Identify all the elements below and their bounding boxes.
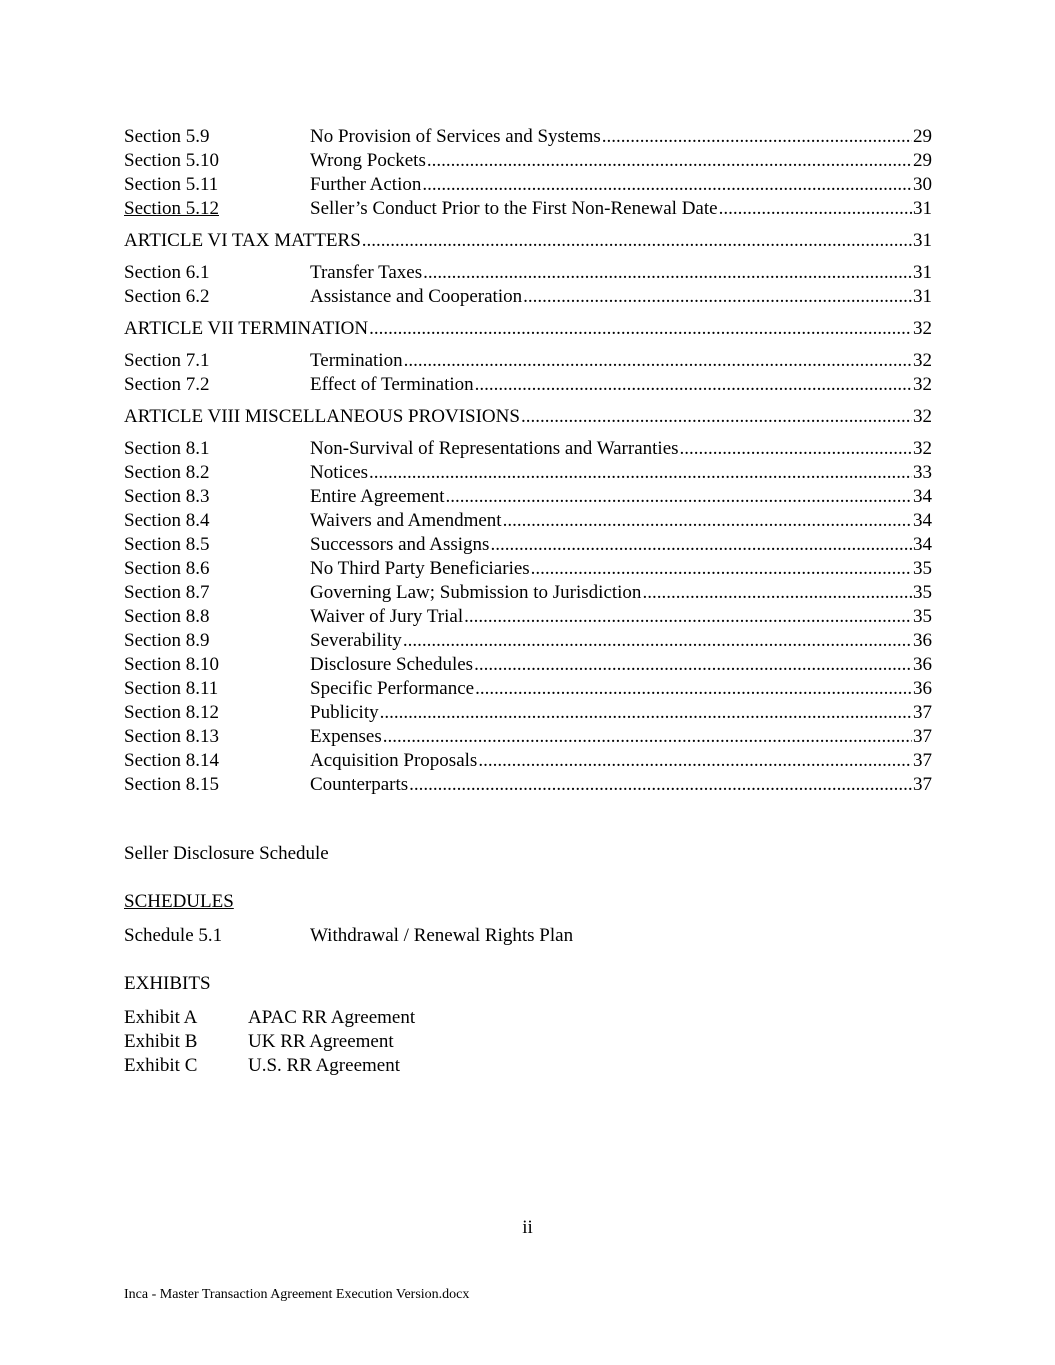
section-number: Section 8.1: [124, 438, 210, 459]
exhibit-key: Exhibit A: [124, 1007, 198, 1028]
section-title: Acquisition Proposals: [310, 750, 478, 771]
toc-entry[interactable]: [124, 629, 932, 653]
article-title: ARTICLE VI TAX MATTERS: [124, 230, 361, 251]
section-page-number: 30: [913, 174, 932, 195]
section-title: Disclosure Schedules: [310, 654, 474, 675]
schedules-heading: SCHEDULES: [124, 891, 234, 912]
dot-leader: [490, 533, 912, 557]
section-page-number: 34: [913, 486, 932, 507]
section-title: Assistance and Cooperation: [310, 286, 523, 307]
section-title: Non-Survival of Representations and Warranties: [310, 438, 679, 459]
dot-leader: [404, 349, 912, 373]
exhibits-heading: EXHIBITS: [124, 973, 211, 994]
section-title: Wrong Pockets: [310, 150, 426, 171]
toc-entry[interactable]: [124, 533, 932, 557]
dot-leader: [369, 461, 912, 485]
section-number: Section 6.1: [124, 262, 210, 283]
section-title: Specific Performance: [310, 678, 475, 699]
toc-entry[interactable]: [124, 437, 932, 461]
section-title: Effect of Termination: [310, 374, 474, 395]
section-number: Section 5.9: [124, 126, 210, 147]
section-page-number: 32: [913, 350, 932, 371]
document-filename: Inca - Master Transaction Agreement Execution Version.docx: [124, 1287, 470, 1302]
section-page-number: 31: [913, 286, 932, 307]
dot-leader: [523, 285, 912, 309]
exhibits-section: [124, 972, 415, 1078]
dot-leader: [403, 629, 912, 653]
section-title: No Third Party Beneficiaries: [310, 558, 530, 579]
toc-entry[interactable]: [124, 125, 932, 149]
schedule-key: Schedule 5.1: [124, 925, 223, 946]
toc-entry[interactable]: [124, 261, 932, 285]
toc-entry[interactable]: [124, 285, 932, 309]
seller-disclosure-schedule: [124, 842, 329, 866]
section-page-number: 29: [913, 150, 932, 171]
section-title: Waiver of Jury Trial: [310, 606, 464, 627]
section-number: Section 8.15: [124, 774, 219, 795]
section-title: Expenses: [310, 726, 382, 747]
section-title: Severability: [310, 630, 402, 651]
toc-entry[interactable]: [124, 677, 932, 701]
schedule-row: [124, 924, 573, 948]
article-title: ARTICLE VIII MISCELLANEOUS PROVISIONS: [124, 406, 520, 427]
toc-entry[interactable]: [124, 773, 932, 797]
section-page-number: 35: [913, 558, 932, 579]
dot-leader: [475, 373, 912, 397]
dot-leader: [422, 173, 912, 197]
toc-entry[interactable]: [124, 701, 932, 725]
toc-group: [124, 405, 932, 797]
dot-leader: [362, 229, 912, 253]
section-number: Section 8.3: [124, 486, 210, 507]
section-title: Notices: [310, 462, 369, 483]
section-number: Section 8.12: [124, 702, 219, 723]
toc-entry[interactable]: [124, 373, 932, 397]
dot-leader: [446, 485, 912, 509]
exhibit-key: Exhibit C: [124, 1055, 198, 1076]
section-page-number: 36: [913, 678, 932, 699]
section-number: Section 8.6: [124, 558, 210, 579]
dot-leader: [719, 197, 912, 221]
section-page-number: 31: [913, 198, 932, 219]
section-page-number: 32: [913, 374, 932, 395]
toc-group: [124, 125, 932, 221]
section-title: Counterparts: [310, 774, 409, 795]
dot-leader: [427, 149, 912, 173]
toc-entry[interactable]: [124, 725, 932, 749]
section-number: Section 8.7: [124, 582, 210, 603]
toc-group: [124, 229, 932, 309]
section-number: Section 8.2: [124, 462, 210, 483]
section-number: Section 8.9: [124, 630, 210, 651]
toc-entry[interactable]: [124, 149, 932, 173]
dot-leader: [380, 701, 912, 725]
dot-leader: [642, 581, 912, 605]
section-page-number: 37: [913, 750, 932, 771]
toc-article-heading[interactable]: [124, 405, 932, 429]
section-page-number: 36: [913, 630, 932, 651]
section-page-number: 34: [913, 534, 932, 555]
section-number: Section 8.11: [124, 678, 219, 699]
dot-leader: [423, 261, 912, 285]
table-of-contents: [124, 125, 932, 797]
section-number: Section 8.13: [124, 726, 219, 747]
article-page-number: 32: [913, 318, 932, 339]
section-page-number: 31: [913, 262, 932, 283]
toc-entry[interactable]: [124, 349, 932, 373]
toc-entry[interactable]: [124, 197, 932, 221]
article-page-number: 31: [913, 230, 932, 251]
section-title: Successors and Assigns: [310, 534, 490, 555]
section-number: Section 5.11: [124, 174, 219, 195]
section-page-number: 37: [913, 702, 932, 723]
article-title: ARTICLE VII TERMINATION: [124, 318, 369, 339]
toc-entry[interactable]: [124, 557, 932, 581]
section-number: Section 8.4: [124, 510, 210, 531]
dot-leader: [383, 725, 912, 749]
page-number: ii: [522, 1217, 533, 1238]
dot-leader: [464, 605, 912, 629]
toc-entry[interactable]: [124, 749, 932, 773]
section-page-number: 33: [913, 462, 932, 483]
section-page-number: 35: [913, 582, 932, 603]
toc-entry[interactable]: [124, 461, 932, 485]
exhibit-row: [124, 1030, 415, 1054]
section-number: Section 8.8: [124, 606, 210, 627]
toc-entry[interactable]: [124, 653, 932, 677]
exhibit-row: [124, 1054, 415, 1078]
section-title: No Provision of Services and Systems: [310, 126, 601, 147]
toc-entry[interactable]: [124, 485, 932, 509]
section-number: Section 7.1: [124, 350, 210, 371]
section-title: Publicity: [310, 702, 379, 723]
section-page-number: 37: [913, 726, 932, 747]
seller-disclosure-label: Seller Disclosure Schedule: [124, 843, 329, 864]
section-page-number: 35: [913, 606, 932, 627]
section-number: Section 6.2: [124, 286, 210, 307]
section-title: Further Action: [310, 174, 422, 195]
section-number: Section 5.10: [124, 150, 219, 171]
toc-article-heading[interactable]: [124, 229, 932, 253]
toc-entry[interactable]: [124, 509, 932, 533]
toc-entry[interactable]: [124, 605, 932, 629]
section-title: Waivers and Amendment: [310, 510, 502, 531]
section-page-number: 34: [913, 510, 932, 531]
section-number: Section 8.10: [124, 654, 219, 675]
toc-group: [124, 317, 932, 397]
toc-article-heading[interactable]: [124, 317, 932, 341]
section-page-number: 29: [913, 126, 932, 147]
section-page-number: 32: [913, 438, 932, 459]
toc-entry[interactable]: [124, 173, 932, 197]
dot-leader: [478, 749, 912, 773]
dot-leader: [503, 509, 912, 533]
article-page-number: 32: [913, 406, 932, 427]
section-title: Governing Law; Submission to Jurisdiction: [310, 582, 642, 603]
dot-leader: [369, 317, 912, 341]
dot-leader: [475, 677, 912, 701]
dot-leader: [680, 437, 912, 461]
section-number: Section 8.5: [124, 534, 210, 555]
section-page-number: 37: [913, 774, 932, 795]
dot-leader: [409, 773, 912, 797]
exhibit-title: APAC RR Agreement: [248, 1007, 416, 1028]
section-title: Seller’s Conduct Prior to the First Non-Renewal Date: [310, 198, 718, 219]
dot-leader: [531, 557, 912, 581]
exhibit-title: U.S. RR Agreement: [248, 1055, 400, 1076]
schedule-title: Withdrawal / Renewal Rights Plan: [310, 925, 574, 946]
dot-leader: [521, 405, 912, 429]
schedules-section: [124, 890, 573, 948]
dot-leader: [474, 653, 912, 677]
section-title: Entire Agreement: [310, 486, 445, 507]
exhibit-title: UK RR Agreement: [248, 1031, 394, 1052]
section-title: Termination: [310, 350, 403, 371]
toc-entry[interactable]: [124, 581, 932, 605]
section-number: Section 8.14: [124, 750, 219, 771]
section-number: Section 7.2: [124, 374, 210, 395]
dot-leader: [602, 125, 912, 149]
section-number: Section 5.12: [124, 198, 219, 219]
section-title: Transfer Taxes: [310, 262, 423, 283]
exhibit-key: Exhibit B: [124, 1031, 198, 1052]
section-page-number: 36: [913, 654, 932, 675]
exhibit-row: [124, 1006, 415, 1030]
